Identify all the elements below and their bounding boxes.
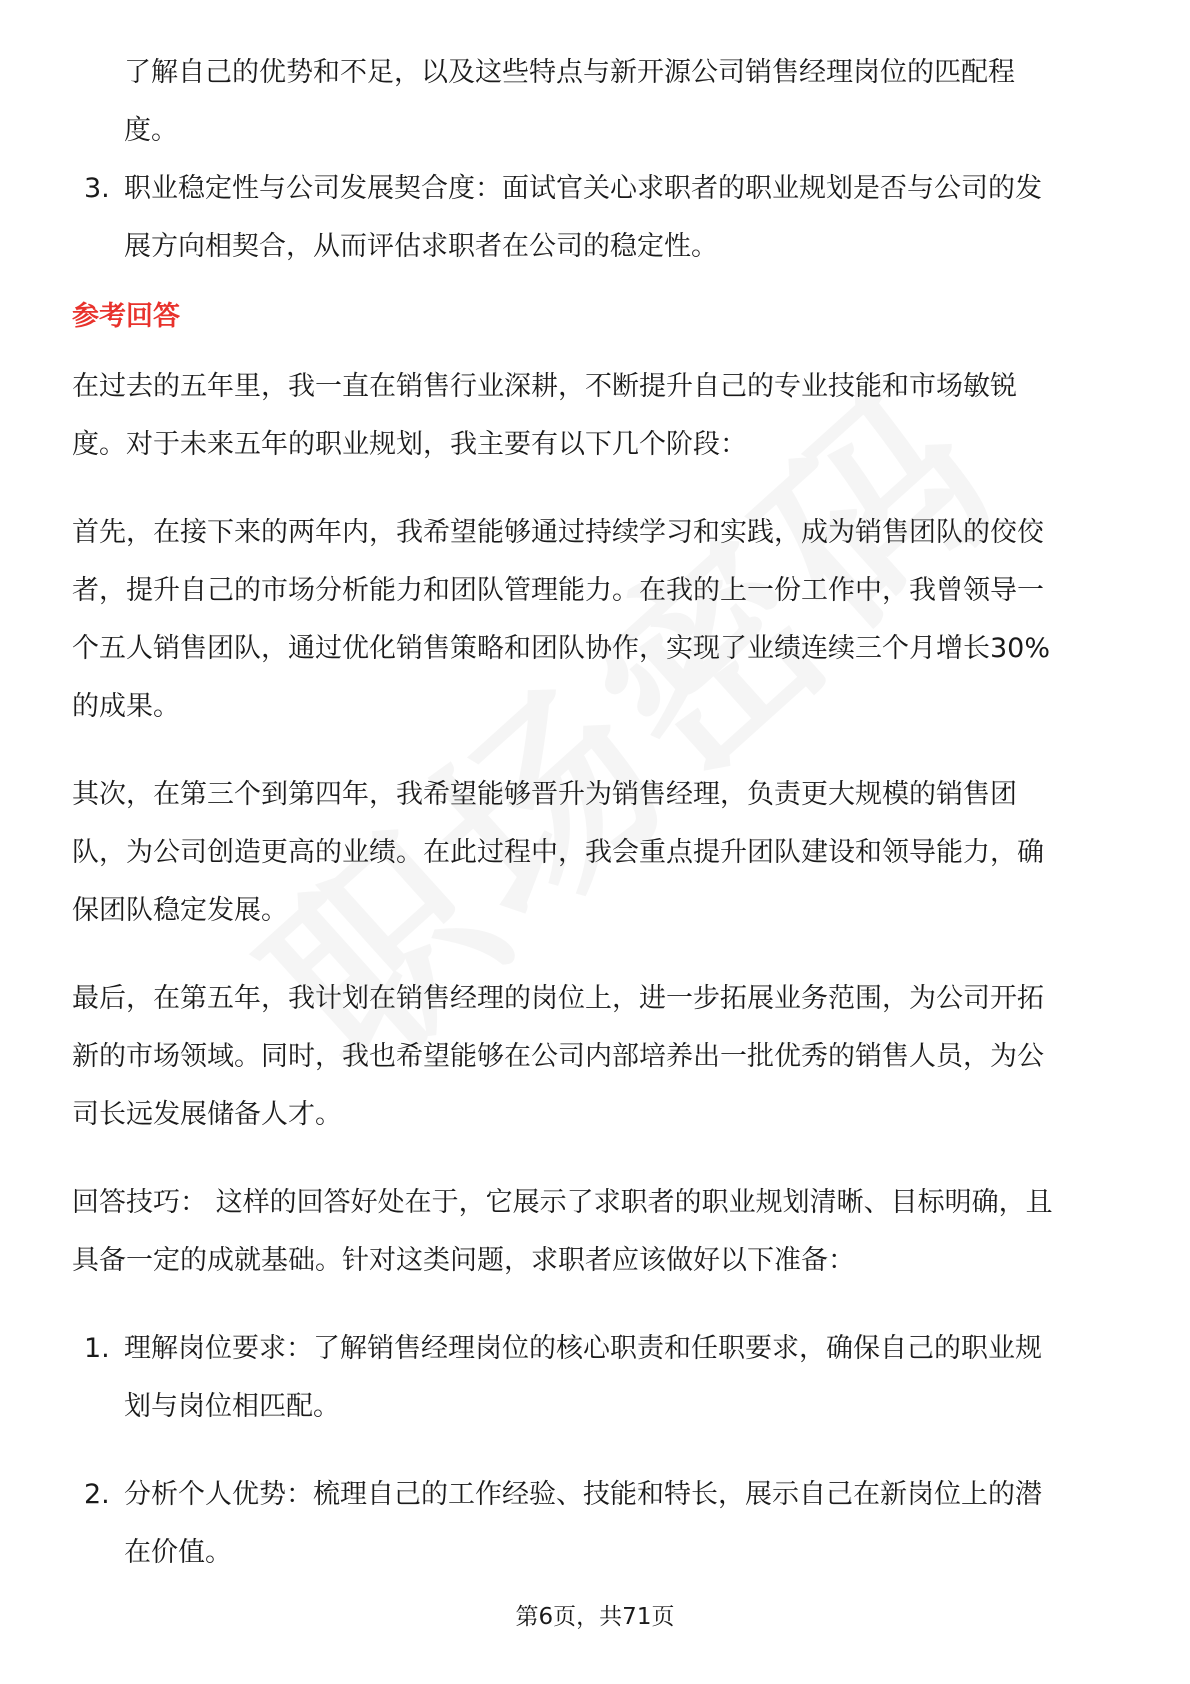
paragraph [72, 970, 1122, 1144]
section-heading: 参考回答 [72, 301, 180, 332]
list-item-2 [72, 1466, 1122, 1582]
text-line: 首先，在接下来的两年内，我希望能够通过持续学习和实践，成为销售团队的佼佼 [72, 517, 1044, 548]
text-line: 回答技巧： 这样的回答好处在于，它展示了求职者的职业规划清晰、目标明确，且 [72, 1187, 1053, 1218]
paragraph [72, 1174, 1122, 1290]
list-item-1 [72, 1320, 1122, 1436]
text-line: 划与岗位相匹配。 [124, 1391, 340, 1422]
text-line: 在价值。 [124, 1537, 232, 1568]
text-line: 队，为公司创造更高的业绩。在此过程中，我会重点提升团队建设和领导能力，确 [72, 837, 1044, 868]
text-line: 度。对于未来五年的职业规划，我主要有以下几个阶段： [72, 429, 747, 460]
text-line: 司长远发展储备人才。 [72, 1099, 342, 1130]
page-content [72, 44, 1122, 1582]
list-number: 3. [84, 173, 110, 204]
list-item-3 [72, 160, 1122, 276]
text-line: 展方向相契合，从而评估求职者在公司的稳定性。 [124, 231, 718, 262]
text-line: 度。 [124, 115, 178, 146]
text-line: 分析个人优势：梳理自己的工作经验、技能和特长，展示自己在新岗位上的潜 [124, 1479, 1042, 1510]
text-line: 在过去的五年里，我一直在销售行业深耕，不断提升自己的专业技能和市场敏锐 [72, 371, 1017, 402]
page-number-footer: 第6页，共71页 [515, 1604, 675, 1630]
text-line: 具备一定的成就基础。针对这类问题，求职者应该做好以下准备： [72, 1245, 855, 1276]
list-number: 2. [84, 1479, 110, 1510]
text-line: 新的市场领域。同时，我也希望能够在公司内部培养出一批优秀的销售人员，为公 [72, 1041, 1044, 1072]
text-line: 理解岗位要求：了解销售经理岗位的核心职责和任职要求，确保自己的职业规 [124, 1333, 1042, 1364]
list-number: 1. [84, 1333, 110, 1364]
text-line: 者，提升自己的市场分析能力和团队管理能力。在我的上一份工作中，我曾领导一 [72, 575, 1044, 606]
paragraph [72, 766, 1122, 940]
text-line: 的成果。 [72, 691, 180, 722]
paragraph [72, 504, 1122, 736]
continued-list-text [72, 44, 1122, 160]
text-line: 了解自己的优势和不足，以及这些特点与新开源公司销售经理岗位的匹配程 [124, 57, 1015, 88]
text-line: 个五人销售团队，通过优化销售策略和团队协作，实现了业绩连续三个月增长30% [72, 633, 1051, 664]
text-line: 保团队稳定发展。 [72, 895, 288, 926]
text-line: 其次，在第三个到第四年，我希望能够晋升为销售经理，负责更大规模的销售团 [72, 779, 1017, 810]
text-line: 职业稳定性与公司发展契合度：面试官关心求职者的职业规划是否与公司的发 [124, 173, 1042, 204]
text-line: 最后，在第五年，我计划在销售经理的岗位上，进一步拓展业务范围，为公司开拓 [72, 983, 1044, 1014]
paragraph [72, 358, 1122, 474]
